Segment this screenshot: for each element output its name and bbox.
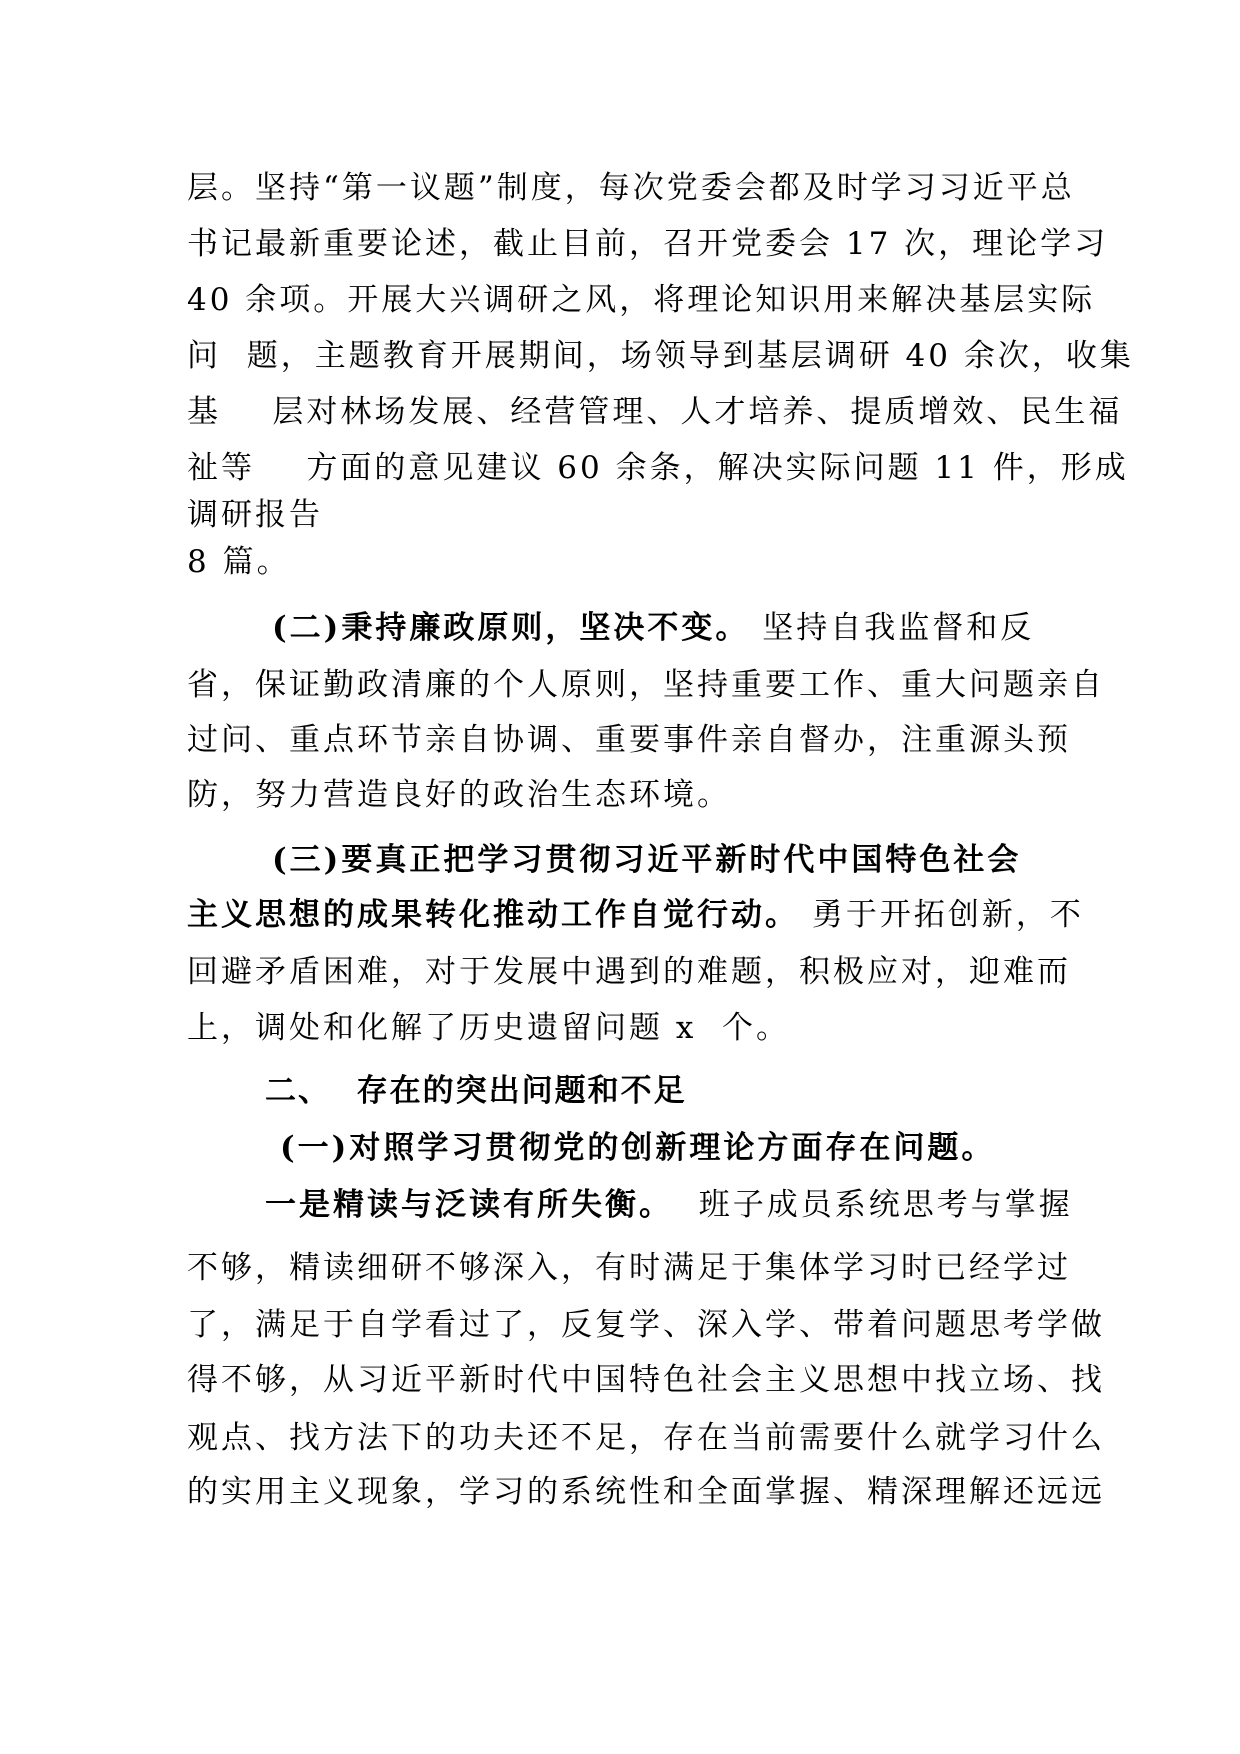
section-heading: 二、 存在的突出问题和不足 bbox=[265, 1073, 687, 1109]
text-line bbox=[187, 280, 1095, 320]
text-line bbox=[187, 336, 1134, 376]
text-line bbox=[187, 224, 1108, 264]
body-text: 不够，精读细研不够深入，有时满足于集体学习时已经学过 bbox=[187, 1250, 1071, 1286]
text-line bbox=[280, 1128, 995, 1168]
text-line bbox=[187, 392, 1122, 432]
body-text: 基 层对林场发展、经营管理、人才培养、提质增效、民生福 bbox=[187, 394, 1123, 430]
text-line bbox=[187, 542, 291, 582]
text-line bbox=[187, 1418, 1105, 1458]
text-line bbox=[187, 720, 1071, 760]
body-text: 勇于开拓创新，不 bbox=[799, 897, 1084, 933]
body-text: 祉等 方面的意见建议 60 余条，解决实际问题 11 件，形成 bbox=[187, 450, 1129, 486]
bold-text: (二)秉持廉政原则，坚决不变。 bbox=[272, 610, 750, 646]
text-line bbox=[265, 1071, 687, 1111]
bold-text: (一)对照学习贯彻党的创新理论方面存在问题。 bbox=[280, 1130, 996, 1166]
body-text: 40 余项。开展大兴调研之风，将理论知识用来解决基层实际 bbox=[187, 282, 1096, 318]
text-line bbox=[187, 952, 1071, 992]
body-text: 过问、重点环节亲自协调、重要事件亲自督办，注重源头预 bbox=[187, 722, 1071, 758]
text-line bbox=[187, 1472, 1105, 1512]
text-line bbox=[265, 1185, 1073, 1225]
body-text: 层。坚持“第一议题”制度，每次党委会都及时学习习近平总 bbox=[187, 170, 1075, 206]
text-line bbox=[187, 1008, 790, 1048]
text-line bbox=[272, 608, 1034, 648]
body-text: 观点、找方法下的功夫还不足，存在当前需要什么就学习什么 bbox=[187, 1420, 1105, 1456]
text-line bbox=[187, 895, 1084, 935]
bold-text: 一是精读与泛读有所失衡。 bbox=[265, 1187, 673, 1223]
body-text: 书记最新重要论述，截止目前，召开党委会 17 次，理论学习 bbox=[187, 226, 1109, 262]
body-text: 省，保证勤政清廉的个人原则，坚持重要工作、重大问题亲自 bbox=[187, 667, 1105, 703]
bold-text: (三)要真正把学习贯彻习近平新时代中国特色社会 bbox=[272, 842, 1022, 878]
body-text: 调研报告 bbox=[187, 497, 323, 533]
text-line bbox=[187, 168, 1075, 208]
text-line bbox=[187, 775, 731, 815]
text-line bbox=[187, 1305, 1105, 1345]
body-text: 坚持自我监督和反 bbox=[749, 610, 1035, 646]
text-line bbox=[272, 840, 1021, 880]
body-text: 回避矛盾困难，对于发展中遇到的难题，积极应对，迎难而 bbox=[187, 954, 1071, 990]
body-text: 问 题，主题教育开展期间，场领导到基层调研 40 余次，收集 bbox=[187, 338, 1134, 374]
text-line bbox=[187, 1360, 1105, 1400]
text-line bbox=[187, 1248, 1071, 1288]
body-text: 班子成员系统思考与掌握 bbox=[673, 1187, 1073, 1223]
body-text: 上，调处和化解了历史遗留问题 x 个。 bbox=[187, 1010, 791, 1046]
text-line bbox=[187, 495, 323, 535]
bold-text: 主义思想的成果转化推动工作自觉行动。 bbox=[187, 897, 799, 933]
body-text: 的实用主义现象，学习的系统性和全面掌握、精深理解还远远 bbox=[187, 1474, 1105, 1510]
body-text: 得不够，从习近平新时代中国特色社会主义思想中找立场、找 bbox=[187, 1362, 1105, 1398]
body-text: 8 篇。 bbox=[187, 544, 291, 580]
text-line bbox=[187, 448, 1129, 488]
body-text: 防，努力营造良好的政治生态环境。 bbox=[187, 777, 731, 813]
body-text: 了，满足于自学看过了，反复学、深入学、带着问题思考学做 bbox=[187, 1307, 1105, 1343]
text-line bbox=[187, 665, 1105, 705]
